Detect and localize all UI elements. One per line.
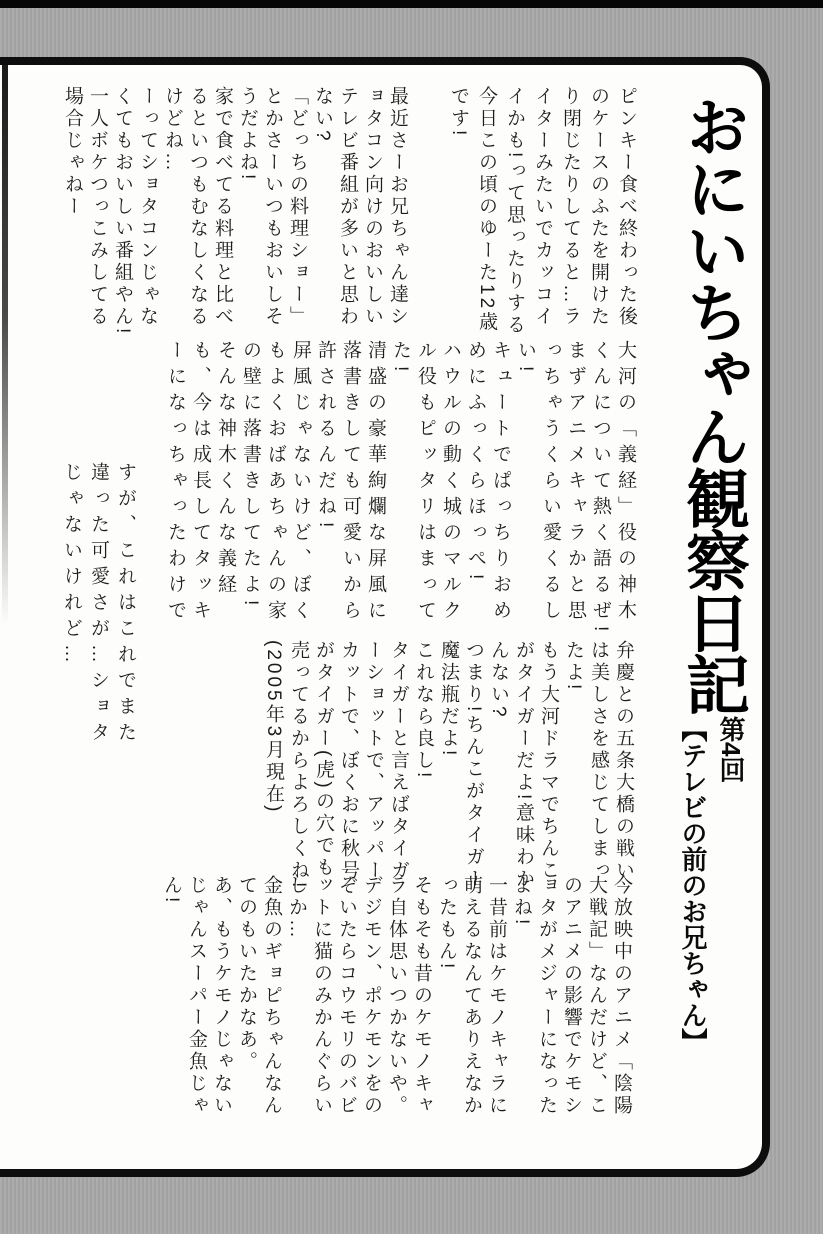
paragraph-column: 清盛の豪華絢爛な屏風に落書きしても可愛いから許されるんだね! (315, 340, 386, 626)
paragraph-column: ピンキー食べ終わった後のケースのふたを開けたり閉じたりしてると…ライターみたいでカッコイイかも!って思ったりする今日この頃のゆーた12歳です! (448, 86, 637, 337)
top-edge-line (0, 0, 823, 8)
paragraph-column: 屏風じゃないけど、ぼくもよくおばあちゃんの家の壁に落書きしてたよ! (240, 340, 311, 626)
paragraph-column: 一昔前はケモノキャラに萌えるなんてありえなかったもん! (436, 875, 507, 1117)
main-title: おにいちゃん観察日記 (677, 94, 749, 714)
paragraph-column: 金魚のギョピちゃんなんてのもいたかなあ。 (236, 875, 282, 1117)
paragraph-column: 大河の「義経」役の神木くんについて熱く語るぜ! (590, 340, 636, 639)
paragraph-column: デジモン、ポケモンをのぞいたらコウモリのバビットに猫のみかんぐらいしか… (286, 875, 382, 1117)
paragraph-column: まずアニメキャラかと思っちゃうくらい愛くるしい! (515, 340, 586, 626)
text-block-row2 (137, 340, 638, 640)
episode-number: 第4回 (716, 716, 746, 783)
paragraph-column: (2005年3月現在) (263, 640, 284, 815)
paragraph-column: 弁慶との五条大橋の戦いは美しさを感じてしまったよ! (563, 640, 634, 882)
paragraph-column: 「どっちの料理ショー」とかさーいつもおいしそうだよね! (237, 86, 308, 328)
text-block-hanging (55, 462, 139, 762)
paragraph-column: 最近さーお兄ちゃん達ショタコン向けのおいしいテレビ番組が多いと思わない? (312, 86, 408, 328)
paragraph-column: 家で食べてる料理と比べるといつもむなしくなるけどね… (162, 86, 233, 328)
text-block-row1 (57, 86, 410, 338)
text-block-intro (440, 86, 640, 338)
paragraph-column: ーってショタコンじゃなくてもおいしい番組やん! 一人ボケつっこみしてる場合じゃねー (62, 86, 158, 337)
episode-subtitle (672, 716, 750, 1064)
left-gutter-shadow (2, 65, 8, 625)
paragraph-column: そんな神木くんな義経も、今は成長してタッキーになっちゃったわけで (165, 340, 236, 626)
text-block-row4 (155, 875, 634, 1127)
episode-theme: 【テレビの前のお兄ちゃん】 (678, 716, 708, 1054)
paragraph-column: タイガーと言えばタイガーショットで、アッパーカットで、ぼくおに秋号がタイガー(虎)の穴でも売ってるからよろしくね! (288, 640, 409, 891)
paragraph-column: 今放映中のアニメ「陰陽大戦記」なんだけど、このアニメの影響でケモショタがメジャーになったよね! (511, 875, 632, 1117)
paragraph-column: キュートでぱっちりおめめにふっくらほっぺ! (465, 340, 511, 626)
paragraph-column: ハウルの動く城のマルクル役もピッタリはまってた! (390, 340, 461, 626)
paragraph-column: すが、これはこれでまた違った可愛さが…ショタじゃないけれど… (61, 462, 136, 748)
text-block-row3 (230, 640, 636, 892)
paragraph-column: あ、もうケモノじゃないじゃんスーパー金魚じゃん! (161, 875, 232, 1117)
paragraph-column: そもそも昔のケモノキャラ自体思いつかないや。 (386, 875, 432, 1117)
paragraph-column: もう大河ドラマでちんこがタイガーだよ!意味わかんない? (488, 640, 559, 891)
paragraph-column: これなら良し! (413, 640, 434, 781)
paragraph-column: つまり!ちんこがタイガー魔法瓶だよ! (438, 640, 484, 891)
